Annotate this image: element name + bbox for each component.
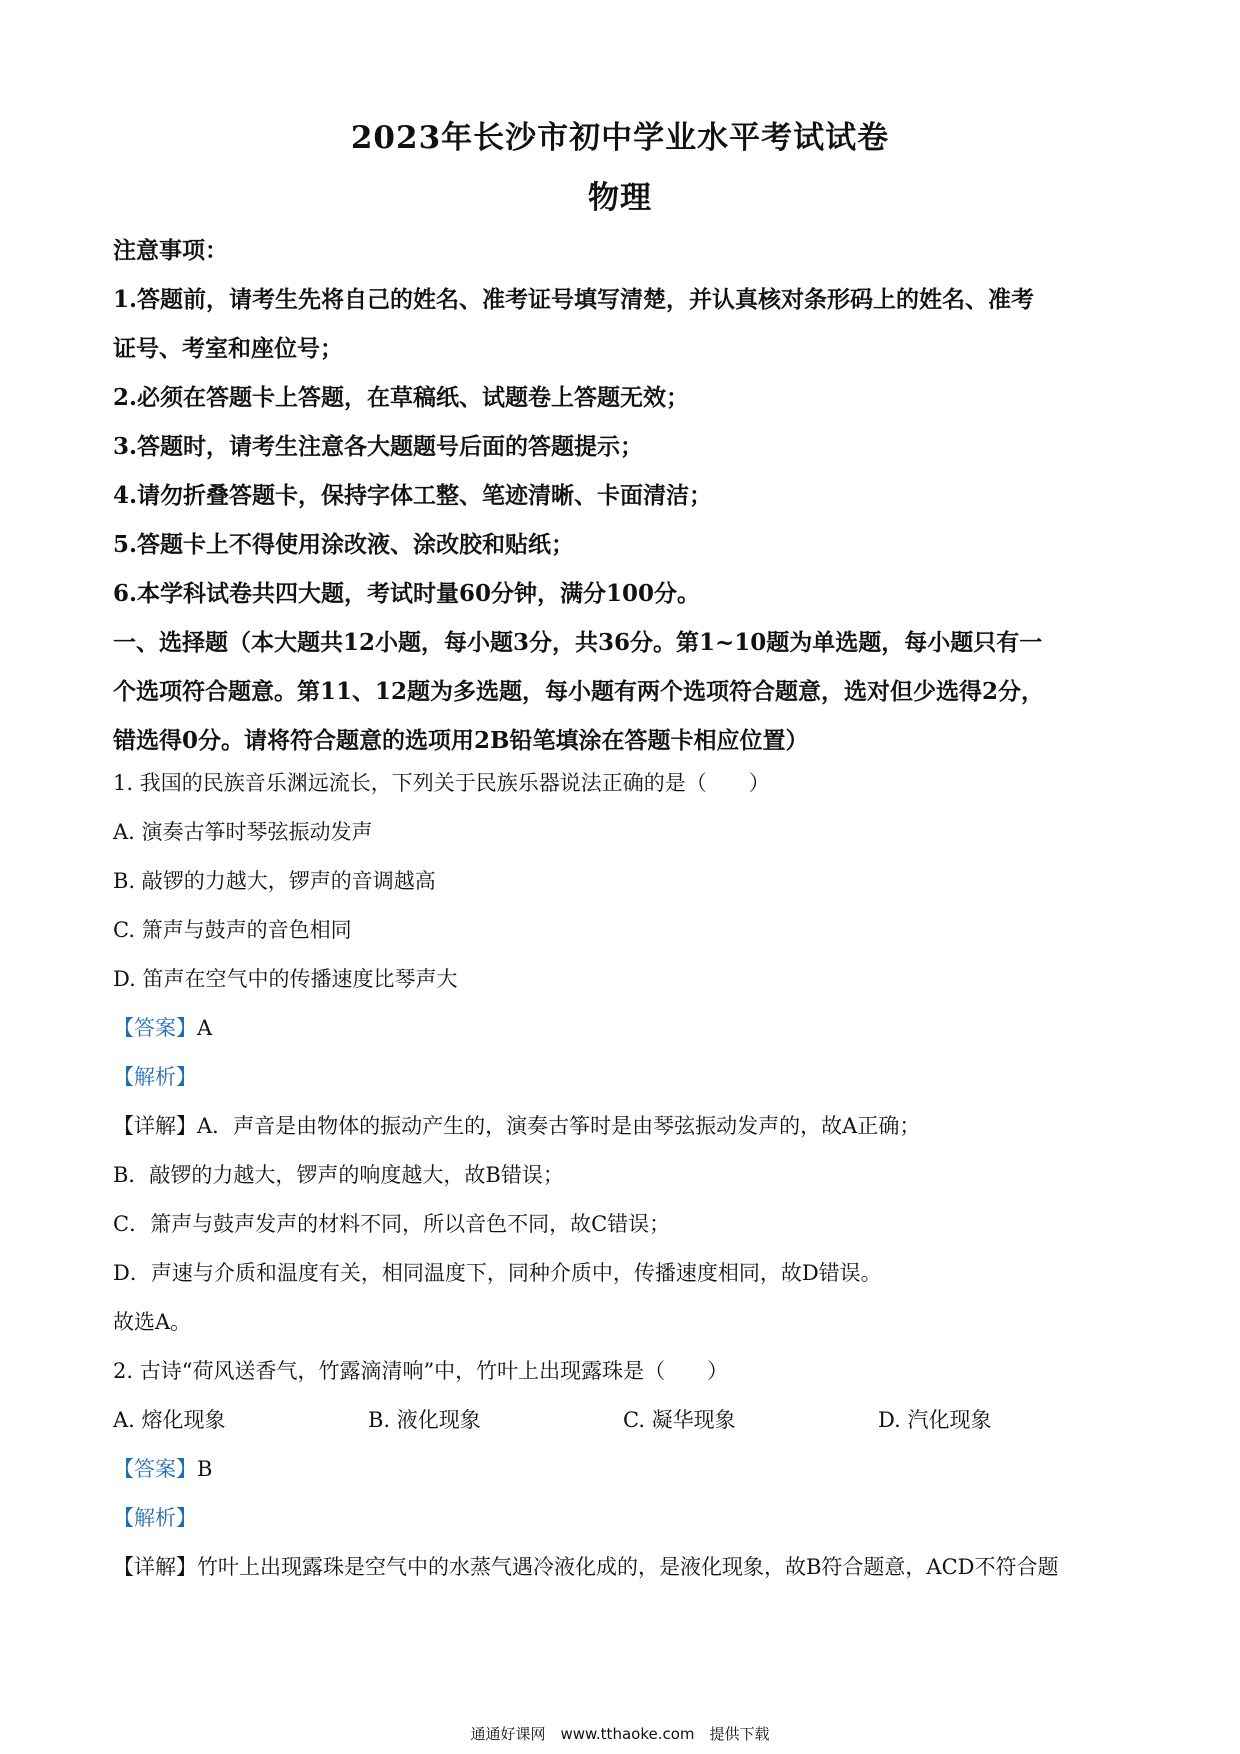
answer-line [113, 1454, 1133, 1484]
page-footer: 通通好课网 www.tthaoke.com 提供下载 [470, 1725, 770, 1743]
detail-line [113, 1552, 1133, 1582]
detail-text: A．声音是由物体的振动产生的，演奏古筝时是由琴弦振动发声的，故A正确； [197, 1114, 921, 1138]
answer-tag: 【答案】 [113, 1016, 197, 1040]
section-heading: 一、选择题（本大题共12小题，每小题3分，共36分。第1~10题为单选题，每小题只有一 [113, 629, 1043, 656]
detail-line [113, 1111, 1133, 1141]
option: A. 熔化现象 [113, 1408, 226, 1432]
option: C. 凝华现象 [623, 1408, 736, 1432]
note-item: 2.必须在答题卡上答题，在草稿纸、试题卷上答题无效； [113, 384, 690, 411]
note-item: 证号、考室和座位号； [113, 335, 343, 362]
answer-value: B [197, 1457, 213, 1481]
detail-line: B．敲锣的力越大，锣声的响度越大，故B错误； [113, 1163, 564, 1187]
detail-line: D．声速与介质和温度有关，相同温度下，同种介质中，传播速度相同，故D错误。 [113, 1261, 882, 1285]
analysis-tag: 【解析】 [113, 1065, 197, 1089]
analysis-tag: 【解析】 [113, 1506, 197, 1530]
note-item: 4.请勿折叠答题卡，保持字体工整、笔迹清晰、卡面清洁； [113, 482, 713, 509]
note-item: 3.答题时，请考生注意各大题题号后面的答题提示； [113, 433, 644, 460]
answer-line [113, 1013, 1133, 1043]
question-stem: 2. 古诗“荷风送香气，竹露滴清响”中，竹叶上出现露珠是（ ） [113, 1359, 729, 1383]
answer-value: A [197, 1016, 213, 1040]
question-stem: 1. 我国的民族音乐渊远流长，下列关于民族乐器说法正确的是（ ） [113, 771, 770, 795]
detail-text: 竹叶上出现露珠是空气中的水蒸气遇冷液化成的，是液化现象，故B符合题意，ACD不符合题 [197, 1555, 1059, 1579]
conclusion-line: 故选A。 [113, 1310, 192, 1334]
detail-line: C．箫声与鼓声发声的材料不同，所以音色不同，故C错误； [113, 1212, 671, 1236]
note-item: 5.答题卡上不得使用涂改液、涂改胶和贴纸； [113, 531, 575, 558]
note-item: 6.本学科试卷共四大题，考试时量60分钟，满分100分。 [113, 580, 701, 607]
exam-title: 2023年长沙市初中学业水平考试试卷 [350, 120, 890, 156]
answer-tag: 【答案】 [113, 1457, 197, 1481]
section-heading: 个选项符合题意。第11、12题为多选题，每小题有两个选项符合题意，选对但少选得2分， [113, 678, 1045, 705]
option: D. 笛声在空气中的传播速度比琴声大 [113, 967, 458, 991]
section-heading: 错选得0分。请将符合题意的选项用2B铅笔填涂在答题卡相应位置） [113, 727, 809, 754]
subject-title: 物理 [588, 180, 652, 216]
option: B. 敲锣的力越大，锣声的音调越高 [113, 869, 436, 893]
option: D. 汽化现象 [878, 1408, 992, 1432]
option: C. 箫声与鼓声的音色相同 [113, 918, 352, 942]
note-item: 1.答题前，请考生先将自己的姓名、准考证号填写清楚，并认真核对条形码上的姓名、准考 [113, 286, 1035, 313]
notes-heading: 注意事项： [113, 237, 228, 264]
detail-tag: 【详解】 [113, 1114, 197, 1138]
detail-tag: 【详解】 [113, 1555, 197, 1579]
option: B. 液化现象 [368, 1408, 481, 1432]
option: A. 演奏古筝时琴弦振动发声 [113, 820, 373, 844]
